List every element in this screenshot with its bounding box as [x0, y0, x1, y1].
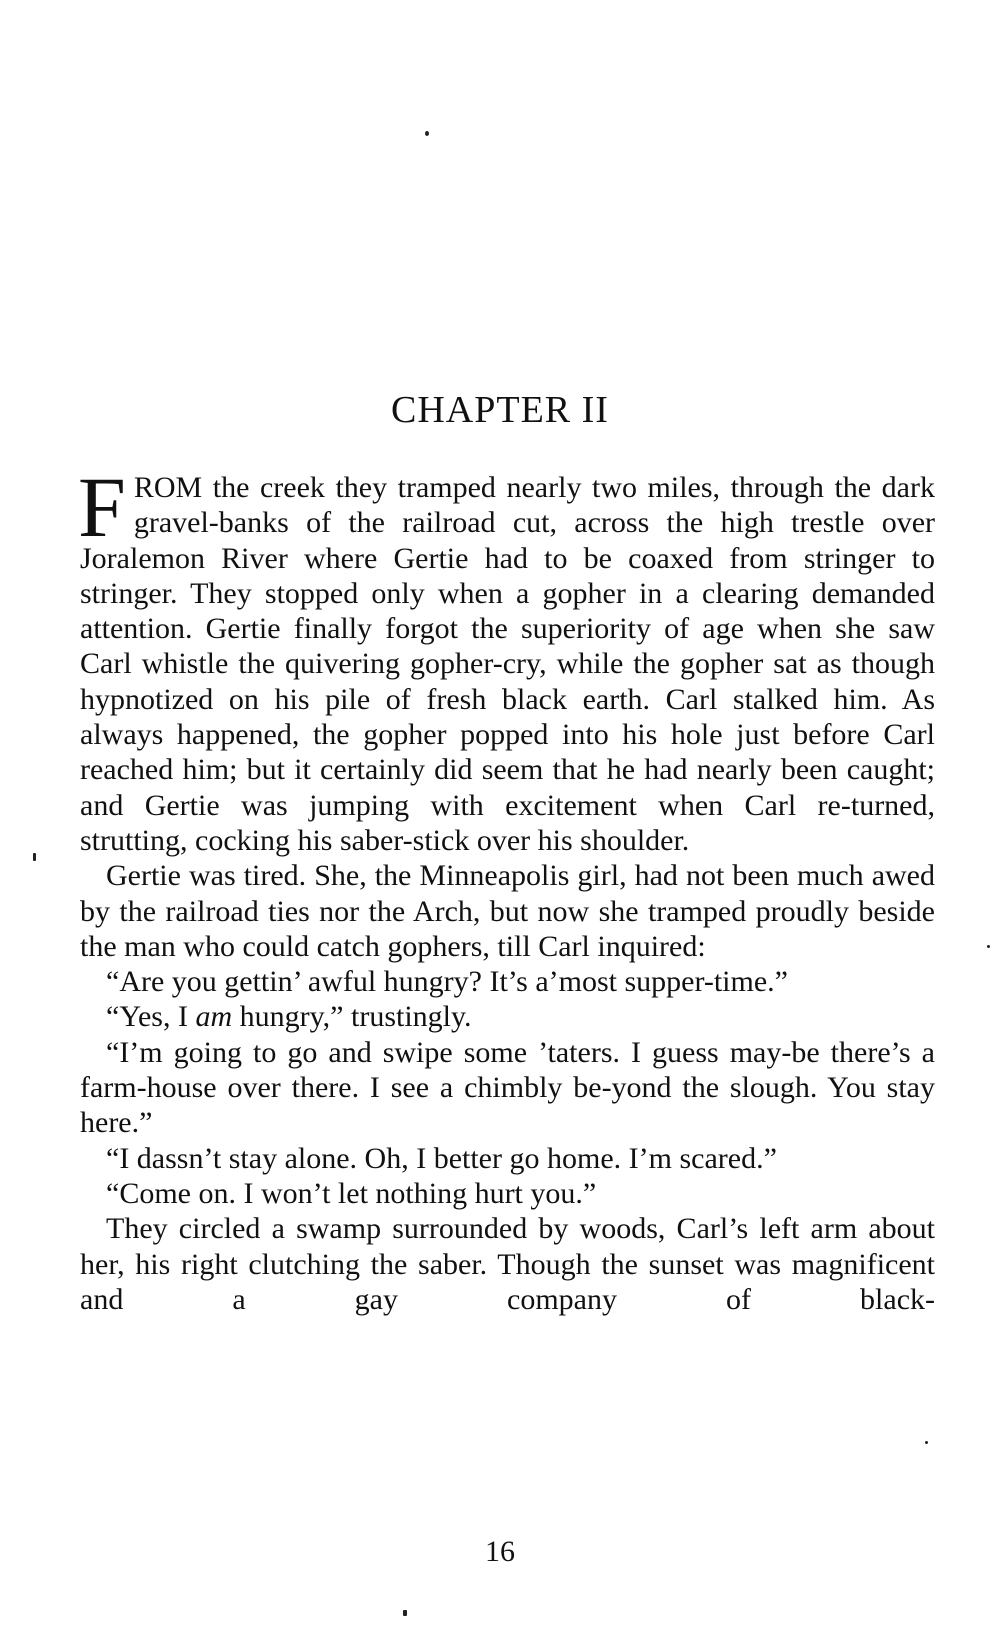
dialogue-paragraph	[80, 999, 935, 1034]
dialogue-paragraph: “I dassn’t stay alone. Oh, I better go home. I’m scared.”	[106, 1141, 777, 1175]
paragraph-text: ROM the creek they tramped nearly two miles, through the dark gravel-banks of the railroad cut, across the high trestle over Joralemon River where Gertie had to be coaxed from stringer to stringer. They stopped only when a gopher in a clearing demanded attention. Gertie finally forgot the superiority of age when she saw Carl whistle the quivering gopher-cry, while the gopher sat as though hypnotized on his pile of fresh black earth. Carl stalked him. As always happened, the gopher popped into his hole just before Carl reached him; but it certainly did seem that he had nearly been caught; and Gertie was jumping with excitement when Carl re-turned, strutting, cocking his saber-stick over his shoulder.	[80, 471, 935, 857]
paragraph: Gertie was tired. She, the Minneapolis girl, had not been much awed by the railroad ties nor the Arch, but now she tramped proudly beside the man who could catch gophers, till Carl inquired:	[80, 859, 935, 963]
paragraph: They circled a swamp surrounded by woods, Carl’s left arm about her, his right clutching the saber. Though the sunset was magnificent and a gay company of black-	[80, 1212, 935, 1316]
chapter-title: CHAPTER II	[391, 389, 609, 431]
page-number: 16	[485, 1535, 515, 1568]
print-speck	[403, 1610, 407, 1616]
print-speck	[425, 131, 429, 136]
dialogue-paragraph: “Come on. I won’t let nothing hurt you.”	[106, 1176, 597, 1210]
print-speck	[925, 1441, 928, 1444]
dialogue-paragraph: “I’m going to go and swipe some ’taters. I guess may-be there’s a farm-house over there. I see a chimbly be-yond the slough. You stay here.”	[80, 1035, 935, 1140]
drop-cap: F	[78, 459, 126, 555]
chapter-body	[78, 459, 935, 1317]
dialogue-text: “Yes, I	[106, 1000, 196, 1034]
dialogue-paragraph: “Are you gettin’ awful hungry? It’s a’most supper-time.”	[106, 965, 788, 999]
print-speck	[987, 945, 990, 948]
dialogue-text: hungry,” trustingly.	[232, 1000, 472, 1034]
print-speck	[33, 853, 36, 861]
emphasized-word: am	[195, 1000, 233, 1034]
paragraph-opening	[78, 459, 935, 858]
